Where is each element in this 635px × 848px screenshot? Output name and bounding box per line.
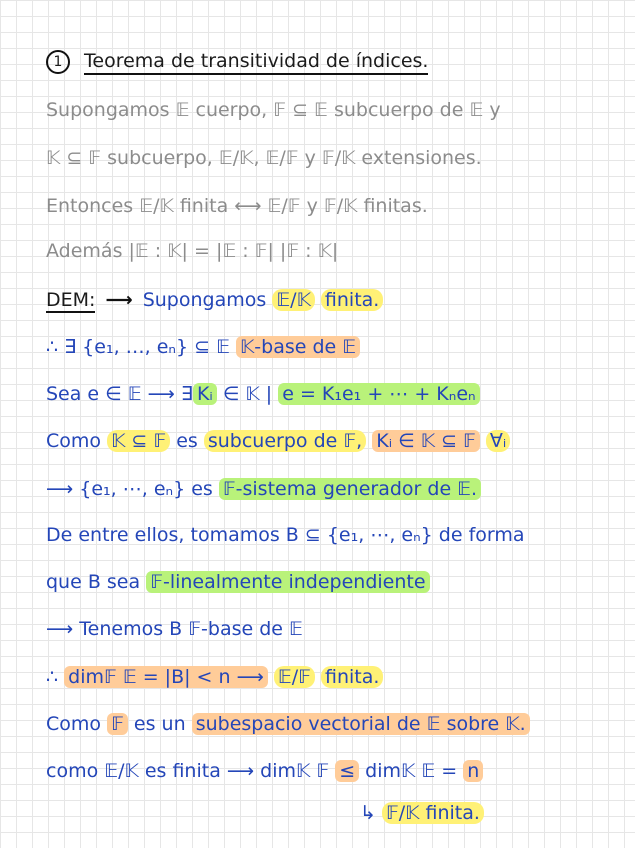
p8-a: ⟶ Tenemos B [46, 618, 183, 640]
p9-d-highlight: finita. [321, 666, 383, 688]
p11-a: como 𝔼/𝕂 es finita ⟶ dim𝕂 𝔽 [46, 760, 330, 782]
proof-line-12 [360, 800, 484, 826]
p4-f-highlight: ∀ᵢ [486, 430, 510, 452]
theorem-number: 1 [46, 50, 70, 74]
proof-line-6: De entre ellos, tomamos B ⊆ {e₁, ⋯, eₙ} de forma [46, 524, 525, 546]
p11-b-highlight: ≤ [335, 760, 359, 782]
p12-b-highlight: 𝔽/𝕂 finita. [382, 802, 484, 824]
proof-line-5 [46, 476, 481, 502]
dem-label: DEM: [46, 289, 96, 311]
p5-b-highlight: 𝔽-sistema generador de 𝔼. [219, 478, 481, 500]
p3-c: ∈ 𝕂 | [222, 383, 273, 405]
dem-arrow: ⟶ [105, 289, 133, 311]
p1-a: Supongamos [142, 289, 267, 311]
p10-d-highlight: subespacio vectorial de 𝔼 sobre 𝕂. [192, 713, 530, 735]
statement-line-3: Entonces 𝔼/𝕂 finita ⟷ 𝔼/𝔽 y 𝔽/𝕂 finitas. [46, 195, 428, 217]
p11-d-highlight: n [463, 760, 483, 782]
proof-line-4 [46, 428, 510, 454]
proof-line-10 [46, 711, 530, 737]
p4-d-highlight: subcuerpo de 𝔽, [204, 430, 366, 452]
p1-c-highlight: finita. [321, 289, 383, 311]
p2-a: ∴ ∃ {e₁, …, eₙ} ⊆ 𝔼 [46, 336, 230, 358]
proof-line-3 [46, 381, 480, 407]
p9-a: ∴ [46, 666, 59, 688]
p9-b-highlight: dim𝔽 𝔼 = |B| < n ⟶ [64, 666, 268, 688]
p11-c: dim𝕂 𝔼 = [365, 760, 458, 782]
p4-b-highlight: 𝕂 ⊆ 𝔽 [107, 430, 170, 452]
proof-line-8 [46, 616, 303, 642]
proof-line-7 [46, 569, 430, 595]
p5-a: ⟶ {e₁, ⋯, eₙ} es [46, 478, 213, 500]
statement-line-2: 𝕂 ⊆ 𝔽 subcuerpo, 𝔼/𝕂, 𝔼/𝔽 y 𝔽/𝕂 extensiones. [46, 147, 482, 169]
p12-a: ↳ [360, 802, 376, 824]
p10-a: Como [46, 713, 102, 735]
p2-b-highlight: 𝕂-base de 𝔼 [236, 336, 360, 358]
p3-d-highlight: e = K₁e₁ + ⋯ + Kₙeₙ [278, 383, 479, 405]
p3-a: Sea e ∈ 𝔼 ⟶ ∃ [46, 383, 193, 405]
p1-b-highlight: 𝔼/𝕂 [272, 289, 315, 311]
p7-b-highlight: 𝔽-linealmente independiente [146, 571, 429, 593]
proof-line-9 [46, 664, 383, 690]
statement-line-4: Además |𝔼 : 𝕂| = |𝔼 : 𝔽| |𝔽 : 𝕂| [46, 240, 339, 262]
p10-c: es un [133, 713, 186, 735]
proof-line-11 [46, 758, 483, 784]
proof-line-1 [46, 287, 383, 313]
p8-b: 𝔽-base de 𝔼 [188, 618, 303, 640]
proof-line-2 [46, 334, 360, 360]
p10-b-highlight: 𝔽 [107, 713, 128, 735]
p9-c-highlight: 𝔼/𝔽 [274, 666, 315, 688]
theorem-title-text: Teorema de transitividad de índices. [84, 50, 428, 75]
statement-line-1: Supongamos 𝔼 cuerpo, 𝔽 ⊆ 𝔼 subcuerpo de 𝔼 y [46, 99, 501, 121]
p4-a: Como [46, 430, 102, 452]
p3-b-highlight: Kᵢ [193, 383, 217, 405]
p4-e-highlight: Kᵢ ∈ 𝕂 ⊆ 𝔽 [372, 430, 480, 452]
p7-a: que B sea [46, 571, 141, 593]
p4-c: es [176, 430, 198, 452]
theorem-title [46, 48, 428, 74]
